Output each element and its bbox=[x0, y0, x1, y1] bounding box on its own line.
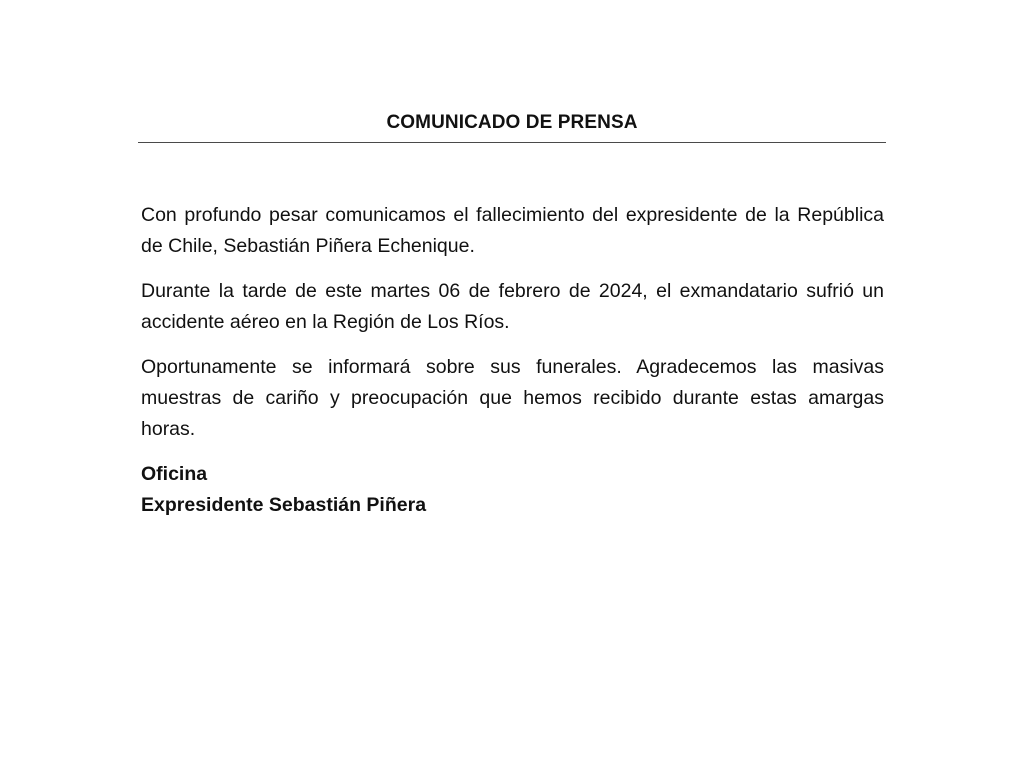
signature-office: Oficina bbox=[141, 463, 208, 485]
paragraph-1: Con profundo pesar comunicamos el fallecimiento del expresidente de la República de Chile, Sebastián Piñera Echenique. bbox=[141, 204, 884, 257]
paragraph-3: Oportunamente se informará sobre sus funerales. Agradecemos las masivas muestras de cariño y preocupación que hemos recibido durante estas amargas horas. bbox=[141, 356, 884, 440]
signature-block bbox=[141, 459, 884, 521]
document-heading: COMUNICADO DE PRENSA bbox=[386, 112, 638, 133]
paragraph-2: Durante la tarde de este martes 06 de febrero de 2024, el exmandatario sufrió un accidente aéreo en la Región de Los Ríos. bbox=[141, 280, 884, 333]
heading-divider bbox=[138, 142, 886, 143]
signature-name: Expresidente Sebastián Piñera bbox=[141, 494, 427, 516]
document-body bbox=[141, 200, 884, 521]
